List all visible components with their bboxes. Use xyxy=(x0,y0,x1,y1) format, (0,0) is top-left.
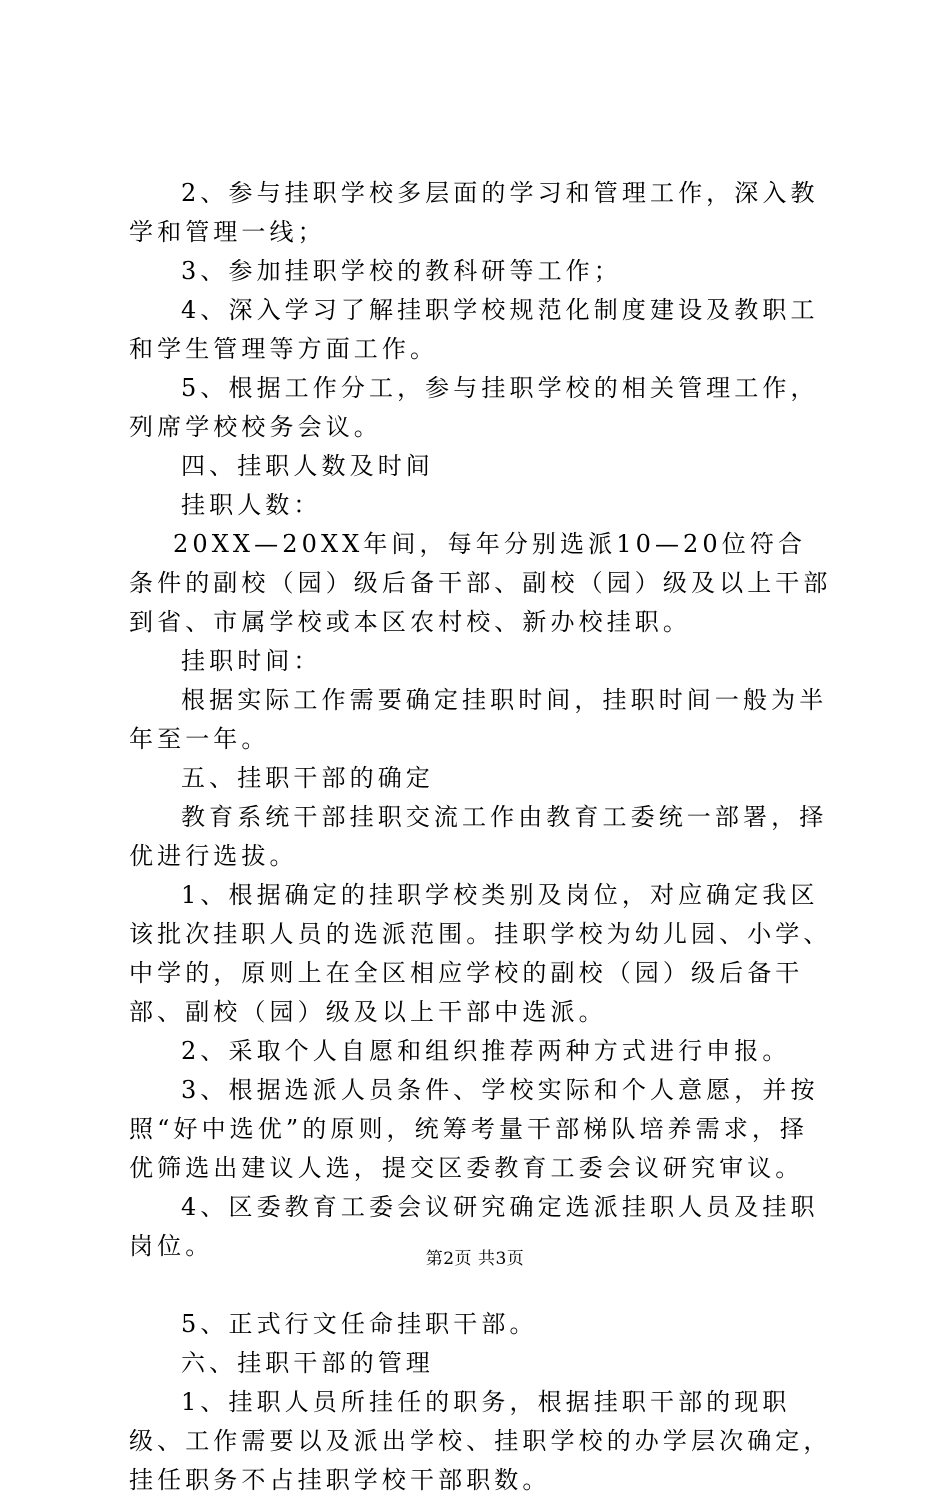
paragraph: 1、根据确定的挂职学校类别及岗位，对应确定我区该批次挂职人员的选派范围。挂职学校为幼儿园、小学、中学的，原则上在全区相应学校的副校（园）级后备干部、副校（园）级及以上干部中选派。 xyxy=(129,881,832,1026)
paragraph: 1、挂职人员所挂任的职务，根据挂职干部的现职级、工作需要以及派出学校、挂职学校的办学层次确定，挂任职务不占挂职学校干部职数。 xyxy=(129,1388,832,1494)
page-number-footer: 第2页 共3页 xyxy=(425,1249,525,1269)
document-body xyxy=(129,174,834,1500)
paragraph: 4、区委教育工委会议研究确定选派挂职人员及挂职岗位。 xyxy=(129,1193,819,1260)
paragraph: 教育系统干部挂职交流工作由教育工委统一部署，择优进行选拔。 xyxy=(129,803,828,870)
section-heading: 四、挂职人数及时间 xyxy=(181,452,434,480)
paragraph: 2、采取个人自愿和组织推荐两种方式进行申报。 xyxy=(181,1037,791,1065)
paragraph: 20XX—20XX年间，每年分别选派10—20位符合条件的副校（园）级后备干部、副校（园）级及以上干部到省、市属学校或本区农村校、新办校挂职。 xyxy=(129,530,832,636)
paragraph: 根据实际工作需要确定挂职时间，挂职时间一般为半年至一年。 xyxy=(129,686,828,753)
subheading: 挂职时间： xyxy=(181,647,322,675)
subheading: 挂职人数： xyxy=(181,491,322,519)
paragraph: 3、参加挂职学校的教科研等工作； xyxy=(181,257,622,285)
paragraph: 2、参与挂职学校多层面的学习和管理工作，深入教学和管理一线； xyxy=(129,179,819,246)
paragraph: 5、根据工作分工，参与挂职学校的相关管理工作，列席学校校务会议。 xyxy=(129,374,819,441)
section-heading: 五、挂职干部的确定 xyxy=(181,764,434,792)
paragraph: 3、根据选派人员条件、学校实际和个人意愿，并按照“好中选优”的原则，统筹考量干部梯队培养需求，择优筛选出建议人选，提交区委教育工委会议研究审议。 xyxy=(129,1076,819,1182)
section-heading: 六、挂职干部的管理 xyxy=(181,1349,434,1377)
paragraph: 5、正式行文任命挂职干部。 xyxy=(181,1310,538,1338)
blank-line xyxy=(129,1266,834,1305)
paragraph: 4、深入学习了解挂职学校规范化制度建设及教职工和学生管理等方面工作。 xyxy=(129,296,819,363)
